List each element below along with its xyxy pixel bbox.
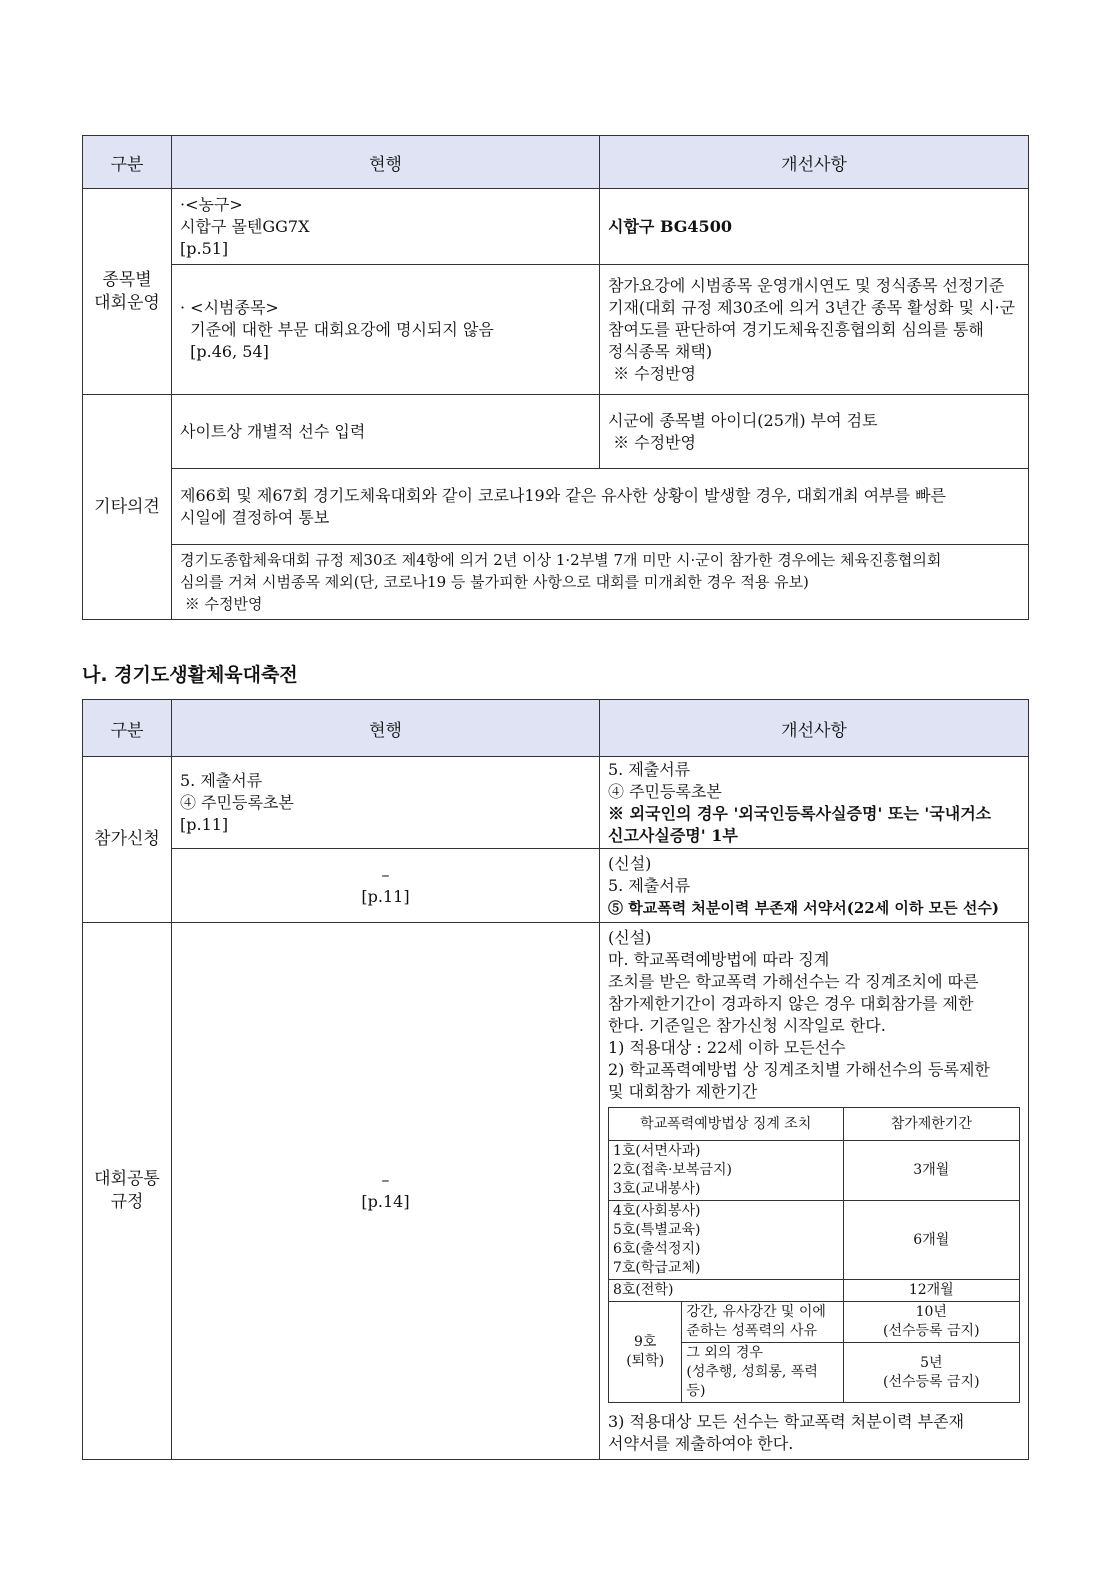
measure-cell <box>682 1343 843 1403</box>
text-line: 서약서를 제출하여야 한다. <box>608 1434 794 1453</box>
table-row <box>83 189 1029 265</box>
category-cell <box>83 757 172 923</box>
table-row <box>83 395 1029 469</box>
category-line: 종목별 <box>102 269 152 290</box>
measure-item: 그 외의 경우 <box>686 1345 763 1361</box>
text-line: 사이트상 개별적 선수 입력 <box>180 421 366 441</box>
improvement-cell <box>600 265 1029 395</box>
table-row <box>83 469 1029 545</box>
text-line: 신고사실증명' 1부 <box>608 825 738 845</box>
text-line: 5. 제출서류 <box>180 770 263 790</box>
measure-number: (퇴학) <box>626 1353 665 1369</box>
text-line: ※ 수정반영 <box>608 363 697 383</box>
text-line: 5. 제출서류 <box>608 759 691 779</box>
text-line: · <시범종목> <box>180 297 279 317</box>
text-line: ④ 주민등록초본 <box>180 792 294 812</box>
category-line: 참가신청 <box>94 829 160 849</box>
measure-number-cell <box>609 1302 682 1403</box>
category-cell <box>83 395 172 620</box>
text-line: 심의를 거쳐 시범종목 제외(단, 코로나19 등 불가피한 사항으로 대회를 미개최한 경우 적용 유보) <box>180 573 809 591</box>
measure-item: 1호(서면사과) <box>613 1143 701 1159</box>
category-line: 대회공통 <box>94 1169 160 1189</box>
merged-cell <box>172 545 1029 620</box>
inner-header-measure: 학교폭력예방법상 징계 조치 <box>609 1108 844 1141</box>
improvement-cell <box>600 189 1029 265</box>
text-line: 기준에 대한 부문 대회요강에 명시되지 않음 <box>180 319 494 339</box>
period-cell: 12개월 <box>843 1280 1019 1302</box>
period-cell <box>843 1343 1019 1403</box>
table-row <box>83 849 1029 923</box>
measure-item: 강간, 유사강간 및 이에 <box>686 1304 826 1320</box>
text-line: ·<농구> <box>180 194 243 214</box>
header-category: 구분 <box>83 700 172 757</box>
measure-cell <box>682 1302 843 1343</box>
text-line: 및 대회참가 제한기간 <box>608 1082 758 1101</box>
measure-item: 7호(학급교체) <box>613 1260 701 1276</box>
text-line: ⑤ 학교폭력 처분이력 부존재 서약서(22세 이하 모든 선수) <box>608 898 999 917</box>
text-line: [p.11] <box>180 814 229 834</box>
category-line: 대회운영 <box>94 292 160 313</box>
measure-item: 2호(접촉·보복금지) <box>613 1162 732 1178</box>
text-line: 시군에 종목별 아이디(25개) 부여 검토 <box>608 410 878 430</box>
text-line: (신설) <box>608 928 652 947</box>
category-line: 규정 <box>110 1192 144 1212</box>
text-line: ※ 수정반영 <box>180 595 263 613</box>
table-row <box>83 923 1029 1460</box>
current-cell <box>172 395 600 469</box>
text-line: 참가제한기간이 경과하지 않은 경우 대회참가를 제한 <box>608 994 974 1013</box>
measure-item: 5호(특별교육) <box>613 1222 701 1238</box>
measure-item: 3호(교내봉사) <box>613 1181 701 1197</box>
text-line: 참가요강에 시범종목 운영개시연도 및 정식종목 선정기준 <box>608 275 1005 295</box>
discipline-restriction-table <box>608 1107 1020 1403</box>
text-line: 시합구 BG4500 <box>608 216 732 236</box>
measure-cell <box>609 1141 844 1201</box>
current-cell <box>172 757 600 849</box>
table-row <box>83 757 1029 849</box>
text-line: 마. 학교폭력예방법에 따라 징계 <box>608 950 830 969</box>
inner-row <box>609 1201 1020 1280</box>
table-row <box>83 265 1029 395</box>
text-line: 경기도종합체육대회 규정 제30조 제4항에 의거 2년 이상 1·2부별 7개 미만 시·군이 참가한 경우에는 체육진흥협의회 <box>180 551 942 569</box>
inner-row <box>609 1280 1020 1302</box>
text-line: – <box>381 1170 390 1189</box>
inner-row <box>609 1141 1020 1201</box>
period-line: 5년 <box>920 1354 943 1371</box>
category-cell <box>83 189 172 395</box>
period-cell: 6개월 <box>843 1201 1019 1280</box>
improvement-cell <box>600 757 1029 849</box>
header-current: 현행 <box>172 136 600 189</box>
text-line: 시일에 결정하여 통보 <box>180 507 330 527</box>
text-line: ※ 외국인의 경우 '외국인등록사실증명' 또는 '국내거소 <box>608 803 992 823</box>
period-line: (선수등록 금지) <box>883 1373 980 1390</box>
current-cell <box>172 849 600 923</box>
text-line: 제66회 및 제67회 경기도체육대회와 같이 코로나19와 같은 유사한 상황이 발생할 경우, 대회개최 여부를 빠른 <box>180 485 946 505</box>
current-cell <box>172 923 600 1460</box>
table-header-row <box>83 136 1029 189</box>
period-cell: 3개월 <box>843 1141 1019 1201</box>
measure-cell <box>609 1201 844 1280</box>
measure-item: (성추행, 성희롱, 폭력 등) <box>686 1364 823 1399</box>
inner-header-row <box>609 1108 1020 1141</box>
text-line: [p.46, 54] <box>180 341 269 361</box>
text-line: 시합구 몰텐GG7X <box>180 216 310 236</box>
section-title: 나. 경기도생활체육대축전 <box>82 664 298 686</box>
text-line: (신설) <box>608 853 652 873</box>
table-header-row <box>83 700 1029 757</box>
table-sports-event-operation <box>82 135 1029 620</box>
text-line: ④ 주민등록초본 <box>608 781 722 801</box>
category-line: 기타의견 <box>94 496 160 517</box>
period-line: 10년 <box>915 1304 947 1320</box>
table-row <box>83 545 1029 620</box>
text-line: ※ 수정반영 <box>608 432 697 452</box>
text-line: 2) 학교폭력예방법 상 징계조치별 가해선수의 등록제한 <box>608 1060 990 1079</box>
current-cell <box>172 265 600 395</box>
period-line: (선수등록 금지) <box>883 1323 980 1339</box>
inner-header-period: 참가제한기간 <box>843 1108 1019 1141</box>
text-line: 기재(대회 규정 제30조에 의거 3년간 종목 활성화 및 시·군 <box>608 297 1016 317</box>
text-line: 3) 적용대상 모든 선수는 학교폭력 처분이력 부존재 <box>608 1412 965 1431</box>
text-line: 정식종목 채택) <box>608 341 713 361</box>
category-cell <box>83 923 172 1460</box>
text-line: [p.11] <box>361 886 410 906</box>
measure-item: 6호(출석정지) <box>613 1241 701 1257</box>
measure-item: 4호(사회봉사) <box>613 1203 701 1219</box>
inner-row <box>609 1302 1020 1343</box>
text-line: – <box>381 864 390 884</box>
measure-item: 준하는 성폭력의 사유 <box>686 1323 818 1339</box>
text-line: 5. 제출서류 <box>608 875 691 895</box>
measure-cell: 8호(전학) <box>609 1280 844 1302</box>
header-current: 현행 <box>172 700 600 757</box>
improvement-cell <box>600 849 1029 923</box>
period-cell <box>843 1302 1019 1343</box>
text-line: 참여도를 판단하여 경기도체육진흥협의회 심의를 통해 <box>608 319 984 339</box>
header-improvement: 개선사항 <box>600 700 1029 757</box>
header-category: 구분 <box>83 136 172 189</box>
text-line: [p.51] <box>180 238 229 258</box>
text-line: 한다. 기준일은 참가신청 시작일로 한다. <box>608 1016 886 1035</box>
improvement-cell <box>600 923 1029 1460</box>
header-improvement: 개선사항 <box>600 136 1029 189</box>
text-line: 조치를 받은 학교폭력 가해선수는 각 징계조치에 따른 <box>608 972 979 991</box>
table-living-sports-festival <box>82 699 1029 1460</box>
measure-number: 9호 <box>633 1334 657 1350</box>
text-line: [p.14] <box>361 1192 410 1211</box>
improvement-cell <box>600 395 1029 469</box>
merged-cell <box>172 469 1029 545</box>
text-line: 1) 적용대상 : 22세 이하 모든선수 <box>608 1038 846 1057</box>
current-cell <box>172 189 600 265</box>
